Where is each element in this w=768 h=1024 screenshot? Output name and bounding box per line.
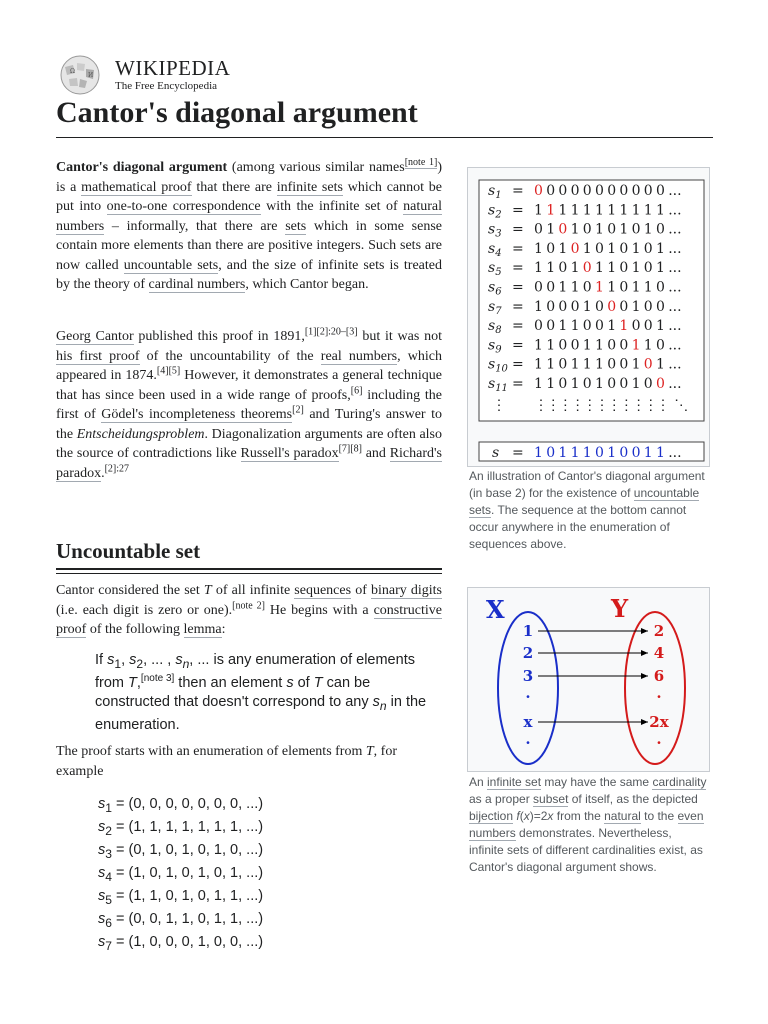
result-label: s bbox=[492, 445, 500, 461]
row-digits: 1 1 0 1 0 1 1 0 1 0 1 bbox=[534, 260, 665, 277]
column-vertical-ellipsis: ⋮ bbox=[558, 397, 573, 414]
sequence-row: $s_3 = (0$, 1, 0, 1, 0, 1, 0, ...) bbox=[98, 842, 264, 861]
equals-sign: = bbox=[512, 318, 524, 335]
figure1-caption: An illustration of Cantor's diagonal argument (in base 2) for the existence of uncountable sets. The sequence at the bottom cannot occur anywhere in the enumeration of sequences above. bbox=[469, 469, 705, 551]
set-x-label: X bbox=[486, 595, 505, 624]
column-vertical-ellipsis: ⋮ bbox=[607, 397, 622, 414]
equals-sign: = bbox=[512, 260, 524, 277]
svg-text:Ω: Ω bbox=[70, 68, 75, 75]
set-x-item: 3 bbox=[522, 667, 534, 685]
row-ellipsis: ... bbox=[668, 356, 682, 373]
caption-link-subset[interactable]: subset bbox=[533, 792, 569, 806]
set-x-item: · bbox=[525, 734, 531, 752]
sequence-row: $s_5 = (1$, 1, 0, 1, 0, 1, 1, ...) bbox=[98, 888, 264, 907]
row-digits: 0 0 1 1 0 1 1 0 1 1 0 bbox=[534, 279, 665, 296]
row-label: $s_3$ bbox=[488, 221, 502, 240]
intro-paragraph-2: Georg Cantor published this proof in 1891,[1][2]:20–[3] but it was not his first proof of the uncountability of the real numbers, which appeared in 1874.[4][5] However, it demonstrates a general technique that has since been used in a wide range of proofs,[6] including the first of Gödel's incompleteness theorems[2] and Turing's answer to the Entscheidungsproblem. Diagonalization arguments are often also the source of contradictions like Russell's paradox[7][8] and Richard's paradox.$^{[2]:27}$ bbox=[56, 326, 442, 481]
row-ellipsis: ... bbox=[668, 376, 682, 392]
link-lemma[interactable]: lemma bbox=[183, 622, 222, 637]
tagline: The Free Encyclopedia bbox=[115, 80, 218, 92]
sequence-row: $s_6 = (0$, 0, 1, 1, 0, 1, 1, ...) bbox=[98, 911, 264, 930]
ref[interactable]: [2] bbox=[292, 404, 304, 416]
row-label: $s_7$ bbox=[488, 298, 502, 317]
column-vertical-ellipsis: ⋮ bbox=[631, 397, 646, 414]
row-ellipsis: ... bbox=[668, 240, 682, 257]
row-digits: 1 0 1 0 1 0 1 0 1 0 1 bbox=[534, 240, 665, 257]
row-digits: 0 0 1 1 0 0 1 1 0 0 1 bbox=[534, 318, 665, 335]
set-y-item: 6 bbox=[653, 667, 665, 685]
caption-link-bijection[interactable]: bijection bbox=[469, 809, 514, 823]
wordmark[interactable]: WIKIPEDIA bbox=[115, 56, 231, 80]
row-digits: 0 0 0 0 0 0 0 0 0 0 0 bbox=[534, 183, 665, 199]
caption-link-even-numbers[interactable]: even numbers bbox=[469, 809, 704, 840]
set-x-item: 1 bbox=[522, 622, 534, 640]
set-y-item: 4 bbox=[653, 644, 665, 662]
row-label: $s_{11}$ bbox=[488, 376, 508, 394]
diagonal-figure[interactable] bbox=[467, 167, 710, 467]
site-header bbox=[55, 53, 255, 97]
row-ellipsis: ... bbox=[668, 221, 682, 238]
set-y-item: · bbox=[656, 688, 662, 706]
link-one-to-one[interactable]: one-to-one correspondence bbox=[106, 199, 261, 214]
sequence-row: $s_7 = (1$, 0, 0, 0, 1, 0, 0, ...) bbox=[98, 934, 264, 953]
bold-term: Cantor's diagonal argument bbox=[56, 160, 228, 175]
row-label: $s_{10}$ bbox=[488, 356, 508, 375]
set-x-item: x bbox=[523, 713, 533, 731]
row-label: $s_9$ bbox=[488, 337, 502, 356]
link-godel[interactable]: Gödel's incompleteness theorems bbox=[101, 407, 293, 422]
ref[interactable]: [2]:27 bbox=[104, 462, 130, 474]
wikipedia-globe-logo[interactable] bbox=[55, 55, 105, 95]
equals-sign: = bbox=[512, 202, 524, 219]
page-title: Cantor's diagonal argument bbox=[56, 96, 418, 129]
row-digits: 1 1 0 1 1 1 0 0 1 0 1 bbox=[534, 356, 665, 373]
link-cardinal-numbers[interactable]: cardinal numbers bbox=[148, 277, 246, 292]
row-ellipsis: ... bbox=[668, 337, 682, 354]
sequence-row: $s_1 = (0$, 0, 0, 0, 0, 0, 0, ...) bbox=[98, 796, 264, 815]
row-ellipsis: ... bbox=[668, 298, 682, 315]
set-y-item: 2x bbox=[649, 713, 669, 731]
equals-sign: = bbox=[512, 240, 524, 257]
section-divider bbox=[56, 568, 442, 570]
lemma-quote: If $s_1$, $s_2$, ... , $s_n$, ... is any enumeration of elements from T,[note 3] then an element s of T can be constructed that doesn't correspond to any $s_n$ in the enumeration. bbox=[95, 652, 427, 733]
row-ellipsis: ... bbox=[668, 183, 682, 199]
vertical-ellipsis: ⋮ bbox=[492, 397, 506, 414]
diagonal-matrix-svg bbox=[468, 168, 709, 466]
ref[interactable]: [7][8] bbox=[338, 443, 362, 455]
ref[interactable]: [4][5] bbox=[156, 365, 181, 377]
row-digits: 1 0 0 0 1 0 0 0 1 0 0 bbox=[534, 298, 665, 315]
equals-sign: = bbox=[512, 356, 524, 373]
column-vertical-ellipsis: ⋮ bbox=[534, 397, 548, 414]
result-equals: = bbox=[512, 445, 524, 461]
equals-sign: = bbox=[512, 337, 524, 354]
row-label: $s_2$ bbox=[488, 202, 502, 221]
row-ellipsis: ... bbox=[668, 318, 682, 335]
title-divider bbox=[56, 137, 713, 138]
row-label: $s_8$ bbox=[488, 318, 502, 337]
column-vertical-ellipsis: ⋮ bbox=[643, 397, 658, 414]
link-russells-paradox[interactable]: Russell's paradox bbox=[240, 446, 339, 461]
equals-sign: = bbox=[512, 279, 524, 296]
column-vertical-ellipsis: ⋮ bbox=[582, 397, 597, 414]
column-vertical-ellipsis: ⋮ bbox=[619, 397, 634, 414]
equals-sign: = bbox=[512, 376, 524, 392]
result-digits: 1 0 1 1 1 0 1 0 0 1 1 bbox=[534, 445, 665, 461]
column-vertical-ellipsis: ⋮ bbox=[595, 397, 609, 414]
link-sequences[interactable]: sequences bbox=[294, 583, 352, 598]
row-label: $s_4$ bbox=[488, 240, 502, 259]
set-x-item: · bbox=[525, 688, 531, 706]
link-real-numbers[interactable]: real numbers bbox=[320, 348, 398, 364]
sequence-row: $s_4 = (1$, 0, 1, 0, 1, 0, 1, ...) bbox=[98, 865, 264, 884]
svg-text:И: И bbox=[88, 72, 94, 79]
ref[interactable]: [6] bbox=[350, 384, 363, 396]
row-ellipsis: ... bbox=[668, 260, 682, 277]
caption-link-natural[interactable]: natural bbox=[604, 809, 641, 823]
link-uncountable-sets[interactable]: uncountable sets bbox=[123, 257, 219, 273]
note-ref[interactable]: [note 1] bbox=[404, 157, 438, 169]
link-mathematical-proof[interactable]: mathematical proof bbox=[81, 179, 192, 195]
note-ref[interactable]: [note 2] bbox=[232, 599, 265, 611]
section-divider-2 bbox=[56, 573, 442, 574]
link-natural-numbers[interactable]: natural numbers bbox=[56, 199, 443, 234]
diagonal-ellipsis: ⋱ bbox=[674, 397, 689, 414]
sequence-list bbox=[98, 796, 263, 957]
row-ellipsis: ... bbox=[668, 202, 682, 219]
row-digits: 1 1 1 1 1 1 1 1 1 1 1 bbox=[534, 202, 665, 219]
ref[interactable]: [1][2]:20–[3] bbox=[304, 326, 358, 338]
equals-sign: = bbox=[512, 298, 524, 315]
link-infinite-sets[interactable]: infinite sets bbox=[276, 179, 343, 195]
section-paragraph-2: The proof starts with an enumeration of elements from T, for example bbox=[56, 744, 397, 779]
row-digits: 1 1 0 0 1 1 0 0 1 1 0 bbox=[534, 337, 665, 354]
link-sets[interactable]: sets bbox=[285, 218, 307, 234]
set-y-item: · bbox=[656, 734, 662, 752]
column-vertical-ellipsis: ⋮ bbox=[570, 397, 585, 414]
column-vertical-ellipsis: ⋮ bbox=[656, 397, 670, 414]
set-x-item: 2 bbox=[522, 644, 534, 662]
row-label: $s_6$ bbox=[488, 279, 502, 298]
intro-paragraph-1: Cantor's diagonal argument (among various similar names[note 1]) is a mathematical proof that there are infinite sets which cannot be put into one-to-one correspondence with the infinite set of natural numbers – informally, that there are sets which in some sense contain more elements than there are positive integers. Such sets are now called uncountable sets, and the size of infinite sets is treated by the theory of cardinal numbers, which Cantor began. bbox=[56, 157, 443, 292]
equals-sign: = bbox=[512, 183, 524, 199]
equals-sign: = bbox=[512, 221, 524, 238]
row-label: $s_5$ bbox=[488, 260, 502, 279]
bijection-figure[interactable] bbox=[467, 587, 710, 772]
row-ellipsis: ... bbox=[668, 279, 682, 296]
note-ref[interactable]: [note 3] bbox=[140, 673, 175, 685]
link-georg-cantor[interactable]: Georg Cantor bbox=[56, 329, 134, 344]
section-heading: Uncountable set bbox=[56, 539, 201, 563]
set-y-label: Y bbox=[611, 594, 629, 623]
figure2-caption: An infinite set may have the same cardinality as a proper subset of itself, as the depicted bijection f(x)=2x from the natural to the even numbers demonstrates. Nevertheless, infinite sets of different cardinalities exist, as Cantor's diagonal argument shows. bbox=[469, 775, 707, 874]
set-y-item: 2 bbox=[653, 622, 665, 640]
row-digits: 1 1 0 1 0 1 0 0 1 0 0 bbox=[534, 376, 665, 392]
result-ellipsis: ... bbox=[668, 445, 682, 461]
link-constructive-proof[interactable]: constructive proof bbox=[56, 602, 442, 637]
link-richards-paradox[interactable]: Richard's paradox bbox=[56, 446, 442, 481]
link-binary-digits[interactable]: binary digits bbox=[370, 583, 442, 598]
caption-link-infinite-set[interactable]: infinite set bbox=[487, 775, 542, 789]
sequence-row: $s_2 = (1$, 1, 1, 1, 1, 1, 1, ...) bbox=[98, 819, 264, 838]
row-label: $s_1$ bbox=[488, 183, 502, 201]
caption-link-uncountable-sets[interactable]: uncountable sets bbox=[469, 486, 700, 517]
column-vertical-ellipsis: ⋮ bbox=[546, 397, 561, 414]
section-paragraph-1: Cantor considered the set T of all infinite sequences of binary digits (i.e. each digit is zero or one).[note 2] He begins with a constructive proof of the following lemma: bbox=[56, 583, 442, 637]
caption-link-cardinality[interactable]: cardinality bbox=[652, 775, 707, 789]
bijection-svg bbox=[468, 588, 709, 771]
row-digits: 0 1 0 1 0 1 0 1 0 1 0 bbox=[534, 221, 665, 238]
link-first-proof[interactable]: his first proof bbox=[56, 348, 140, 364]
